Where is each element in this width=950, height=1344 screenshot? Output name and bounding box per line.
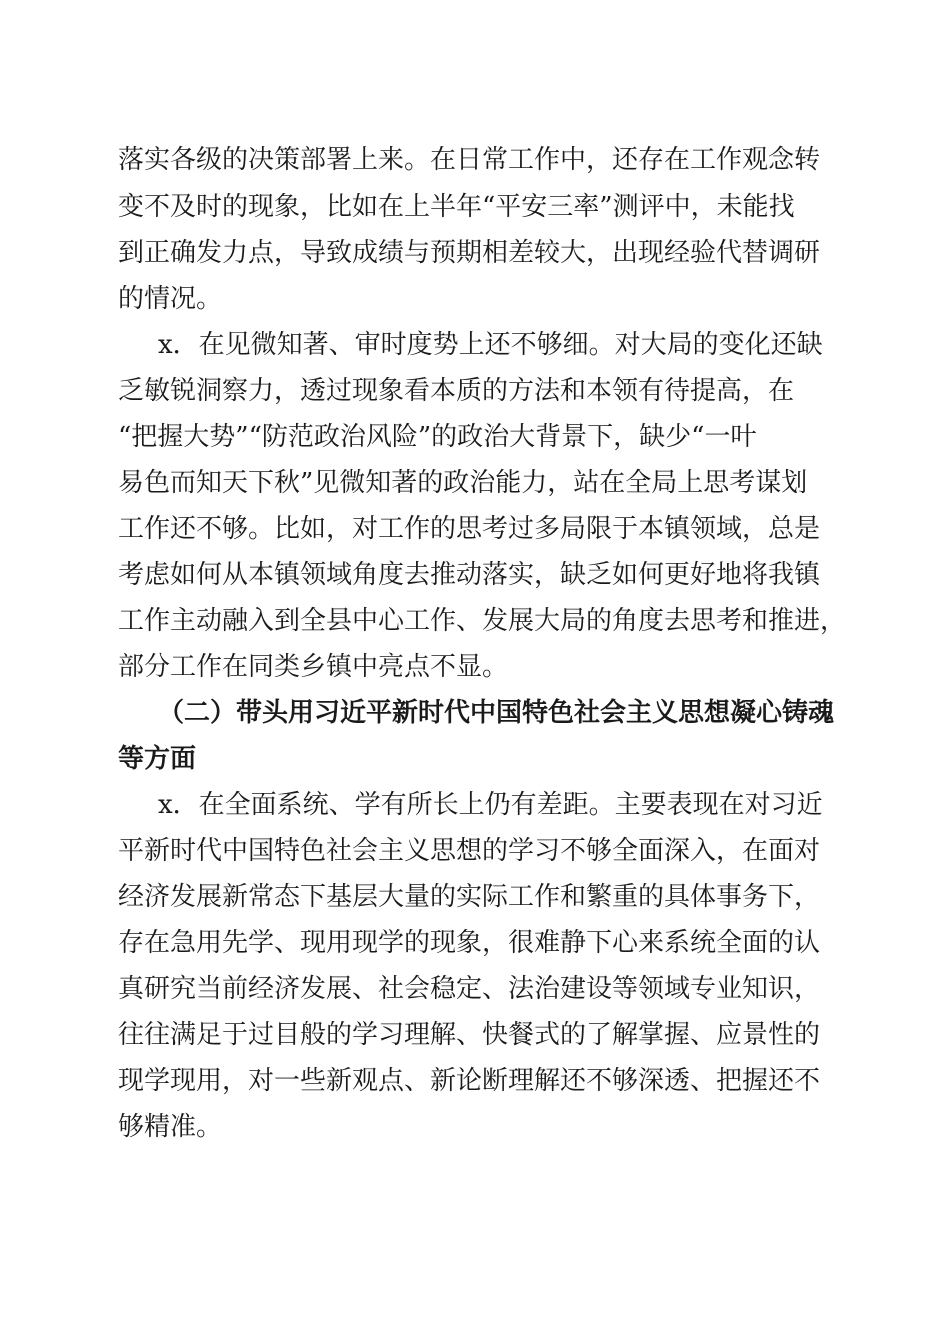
text-line-22: 够精准。 [118, 1112, 223, 1142]
section-heading-line-1: （二）带头用习近平新时代中国特色社会主义思想凝心铸魂 [158, 698, 835, 728]
text-line-16: 平新时代中国特色社会主义思想的学习不够全面深入，在面对 [118, 836, 821, 866]
text-line-9: 工作还不够。比如，对工作的思考过多局限于本镇领域，总是 [118, 514, 821, 544]
text-line-3: 到正确发力点，导致成绩与预期相差较大，出现经验代替调研 [118, 238, 821, 268]
text-line-4: 的情况。 [118, 284, 223, 314]
text-line-18: 存在急用先学、现用现学的现象，很难静下心来系统全面的认 [118, 928, 821, 958]
text-line-7: “把握大势”“防范政治风险”的政治大背景下，缺少“一叶 [118, 422, 757, 452]
text-line-2: 变不及时的现象，比如在上半年“平安三率”测评中，未能找 [118, 192, 795, 222]
text-line-8: 易色而知天下秋”见微知著的政治能力，站在全局上思考谋划 [118, 468, 808, 498]
section-heading-line-2: 等方面 [118, 744, 197, 774]
text-line-10: 考虑如何从本镇领域角度去推动落实，缺乏如何更好地将我镇 [118, 560, 821, 590]
text-line-5: x．在见微知著、审时度势上还不够细。对大局的变化还缺 [158, 330, 823, 360]
text-line-15: x．在全面系统、学有所长上仍有差距。主要表现在对习近 [158, 790, 823, 820]
text-line-17: 经济发展新常态下基层大量的实际工作和繁重的具体事务下， [118, 882, 821, 912]
text-line-12: 部分工作在同类乡镇中亮点不显。 [118, 652, 509, 682]
text-line-21: 现学现用，对一些新观点、新论断理解还不够深透、把握还不 [118, 1066, 821, 1096]
text-line-11: 工作主动融入到全县中心工作、发展大局的角度去思考和推进， [118, 606, 847, 636]
text-line-1: 落实各级的决策部署上来。在日常工作中，还存在工作观念转 [118, 145, 821, 175]
text-line-20: 往往满足于过目般的学习理解、快餐式的了解掌握、应景性的 [118, 1020, 821, 1050]
text-line-19: 真研究当前经济发展、社会稳定、法治建设等领域专业知识， [118, 974, 821, 1004]
text-line-6: 乏敏锐洞察力，透过现象看本质的方法和本领有待提高，在 [118, 376, 795, 406]
